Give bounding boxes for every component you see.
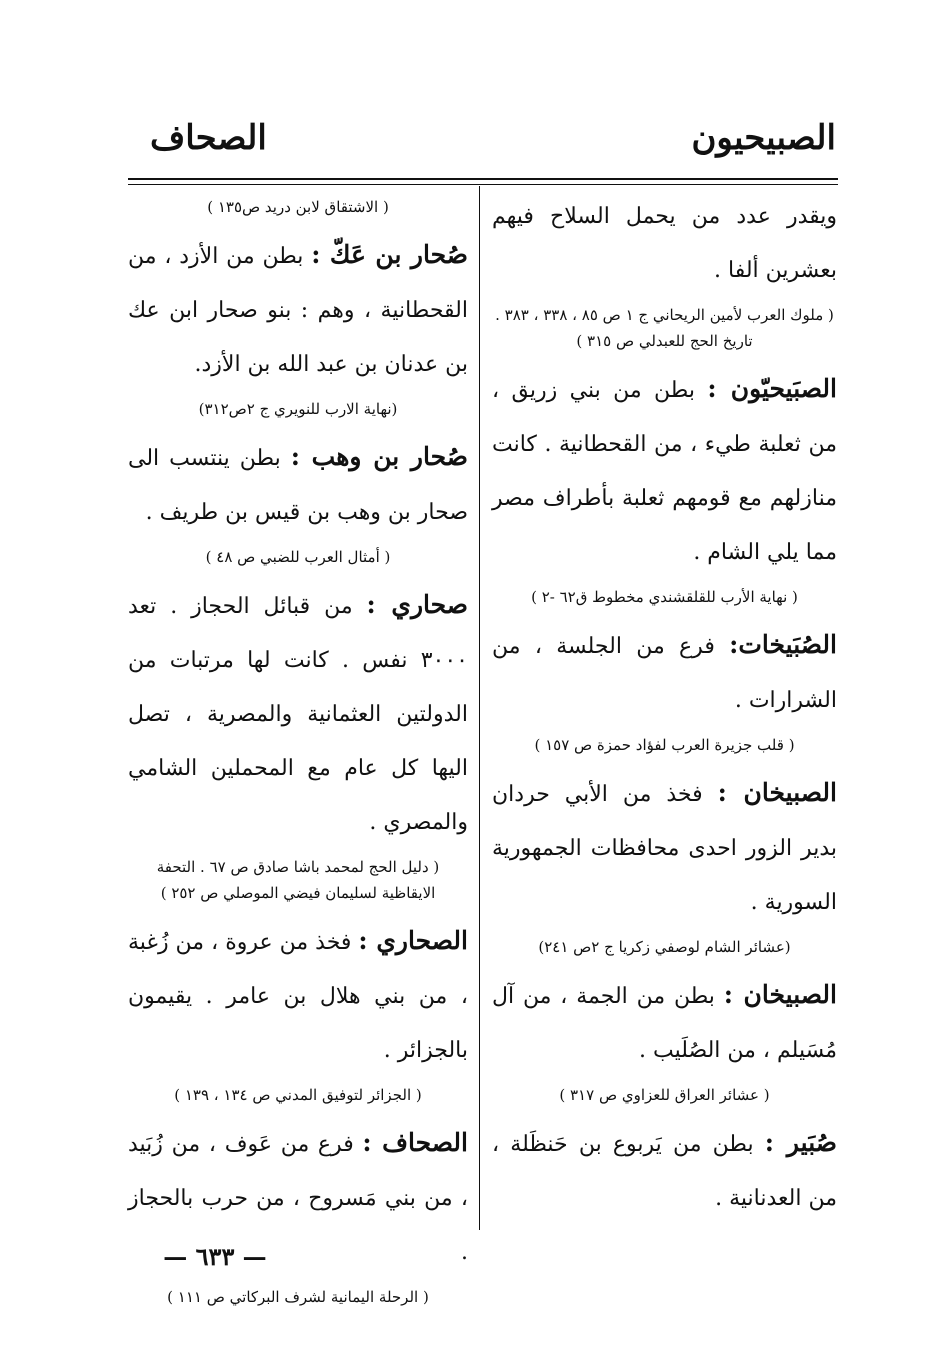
entry-body: بطن من يَربوع بن حَنظَلة ، من العدنانية . xyxy=(492,1132,837,1211)
entry-body: فخذ من عروة ، من زُغبة ، من بني هلال بن عامر . يقيمون بالجزائر . xyxy=(128,930,468,1063)
source-citation: (عشائر الشام لوصفي زكريا ج ٢ص ٢٤١) xyxy=(538,938,791,956)
running-head-left: الصحاف xyxy=(150,118,267,158)
entry-body: فرع من الجلسة ، من الشرارات . xyxy=(492,634,837,713)
dictionary-entry xyxy=(492,968,837,1078)
column-divider xyxy=(479,186,480,1230)
page-header xyxy=(130,118,836,174)
source-citation: ( أمثال العرب للضبي ص ٤٨ ) xyxy=(205,548,391,566)
header-rule-thick xyxy=(128,178,838,180)
source-citation: ( دليل الحج لمحمد باشا صادق ص ٦٧ . التحفة الايقاظية لسليمان فيضي الموصلي ص ٢٥٢ ) xyxy=(156,858,440,902)
entry-headword: صُبَير : xyxy=(764,1128,837,1157)
source-citation: ( قلب جزيرة العرب لفؤاد حمزة ص ١٥٧ ) xyxy=(534,736,795,754)
entry-headword: الصبيخان : xyxy=(717,778,837,807)
entry-headword: الصحاف : xyxy=(362,1128,468,1157)
dictionary-entry xyxy=(492,1116,837,1226)
source-citation: ( نهاية الأرب للقلقشندي مخطوط ق٦٢ -٢ ) xyxy=(531,588,798,606)
entry-headword: صحاري : xyxy=(366,590,468,619)
entry-headword: صُحار بن وهب : xyxy=(290,442,468,471)
page-number: — ٦٣٣ — xyxy=(163,1242,267,1271)
entry-headword: صُحار بن عَكّ : xyxy=(311,240,468,269)
entry-headword: الصُبَيخات: xyxy=(729,630,837,659)
dictionary-entry xyxy=(492,766,837,930)
entry-body: بطن ينتسب الى صحار بن وهب بن قيس بن طريف . xyxy=(128,446,468,525)
dictionary-entry xyxy=(128,578,468,850)
entry-body: ويقدر عدد من يحمل السلاح فيهم بعشرين ألفا . xyxy=(492,204,837,283)
dictionary-entry xyxy=(128,914,468,1078)
right-column xyxy=(492,190,837,1226)
source-citation: ( الجزائر لتوفيق المدني ص ١٣٤ ، ١٣٩ ) xyxy=(174,1086,422,1104)
source-citation: ( ملوك العرب لأمين الريحاني ج ١ ص ٨٥ ، ٣٣٨ ، ٣٨٣ . تاريخ الحج للعبدلي ص ٣١٥ ) xyxy=(495,306,834,350)
source-citation: ( الرحلة اليمانية لشرف البركاتي ص ١١١ ) xyxy=(167,1288,429,1306)
left-column xyxy=(128,190,468,1318)
entry-body: بطن من الجمة ، من آل مُسَيلم ، من الصُلَيب . xyxy=(492,984,837,1063)
dictionary-entry xyxy=(128,228,468,392)
source-citation: ( الاشتقاق لابن دريد ص١٣٥ ) xyxy=(207,198,389,216)
entry-body: فرع من عَوف ، من زُبَيد ، من بني مَسروح ، من حرب بالحجاز . xyxy=(128,1132,468,1265)
dictionary-entry xyxy=(492,190,837,298)
entry-body: فخذ من الأبي حردان بدير الزور احدى محافظات الجمهورية السورية . xyxy=(492,782,837,915)
dictionary-entry xyxy=(128,430,468,540)
entry-body: من قبائل الحجاز . تعد ٣٠٠٠ نفس . كانت لها مرتبات من الدولتين العثمانية والمصرية ، تصل اليها كل عام مع المحملين الشامي والمصري . xyxy=(128,594,468,835)
dictionary-entry xyxy=(492,362,837,580)
entry-headword: الصبيخان : xyxy=(723,980,837,1009)
entry-headword: الصحاري : xyxy=(358,926,468,955)
source-citation: (نهاية الارب للنويري ج ٢ص٣١٢) xyxy=(198,400,398,418)
header-rule-thin xyxy=(128,184,838,185)
dictionary-entry xyxy=(492,618,837,728)
entry-body: بطن من الأزد ، من القحطانية ، وهم : بنو صحار ابن عك بن عدنان بن عبد الله بن الأزد. xyxy=(128,244,468,377)
source-citation: ( عشائر العراق للعزاوي ص ٣١٧ ) xyxy=(559,1086,770,1104)
running-head-right: الصبيحيون xyxy=(691,118,836,158)
entry-headword: الصبَيحيّون : xyxy=(707,374,837,403)
entry-body: بطن من بني زريق ، من ثعلبة طيء ، من القحطانية . كانت منازلهم مع قومهم ثعلبة بأطراف مصر مما يلي الشام . xyxy=(492,378,837,565)
